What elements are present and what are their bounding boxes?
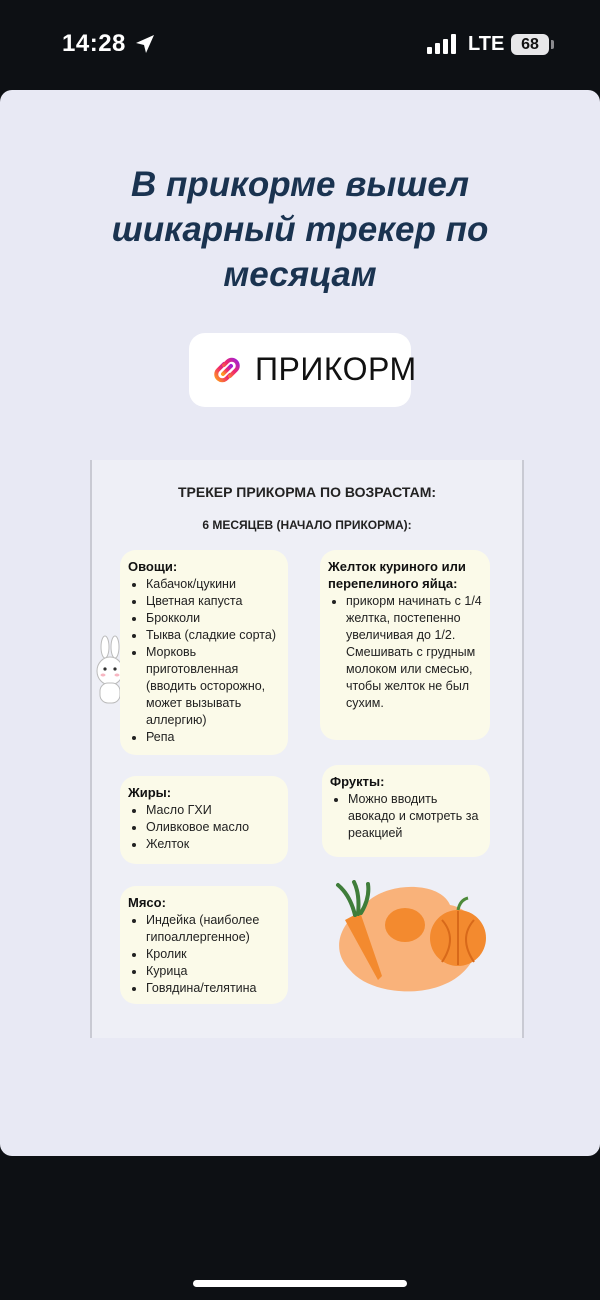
- fruits-box: [322, 765, 490, 857]
- list-item: • Желток: [146, 836, 280, 853]
- list-item: • прикорм начинать с 1/4 желтка, постепенно увеличивая до 1/2. Смешивать с грудным молоком или смесью, чтобы желток не был сухим.: [346, 593, 482, 712]
- list-item: • Курица: [146, 963, 280, 980]
- list-item: • Кролик: [146, 946, 280, 963]
- list-item: • Брокколи: [146, 610, 280, 627]
- list-item: • Масло ГХИ: [146, 802, 280, 819]
- yolk-list: [328, 593, 482, 712]
- list-item: • Морковь приготовленная (вводить осторожно, может вызывать аллергию): [146, 644, 280, 729]
- network-type: LTE: [468, 33, 505, 55]
- logo-text: ПРИКОРМ: [255, 351, 417, 387]
- list-item: • Кабачок/цукини: [146, 576, 280, 593]
- status-time: 14:28: [62, 30, 126, 57]
- tracker-image: [90, 460, 524, 1038]
- logo-badge[interactable]: [189, 333, 417, 407]
- meat-list: [128, 912, 280, 997]
- list-item: • Цветная капуста: [146, 593, 280, 610]
- fruits-title: Фрукты:: [330, 774, 385, 789]
- post-card: [0, 90, 600, 1156]
- fruits-list: [330, 791, 482, 842]
- battery-indicator: 68: [511, 34, 549, 55]
- list-item: • Тыква (сладкие сорта): [146, 627, 280, 644]
- location-arrow-icon: [134, 33, 156, 55]
- yolk-title: Желток куриного или перепелиного яйца:: [328, 559, 466, 591]
- list-item: • Репа: [146, 729, 280, 746]
- vegetables-illustration: [330, 880, 495, 995]
- tracker-subtitle: 6 МЕСЯЦЕВ (НАЧАЛО ПРИКОРМА):: [202, 518, 412, 532]
- veggies-box: [120, 550, 288, 755]
- home-indicator[interactable]: [193, 1280, 407, 1287]
- headline: В прикорме вышел шикарный трекер по месяцам: [111, 165, 489, 294]
- list-item: • Индейка (наиболее гипоаллергенное): [146, 912, 280, 946]
- fats-title: Жиры:: [128, 785, 172, 800]
- tracker-title: ТРЕКЕР ПРИКОРМА ПО ВОЗРАСТАМ:: [177, 484, 437, 500]
- list-item: • Говядина/телятина: [146, 980, 280, 997]
- fats-list: [128, 802, 280, 853]
- battery-tip: [551, 40, 554, 49]
- list-item: • Оливковое масло: [146, 819, 280, 836]
- link-logo-icon: [207, 350, 247, 390]
- veggies-list: [128, 576, 280, 746]
- list-item: • Можно вводить авокадо и смотреть за реакцией: [348, 791, 482, 842]
- fats-box: [120, 776, 288, 864]
- cellular-signal-icon: [427, 34, 459, 54]
- status-bar: [0, 0, 600, 90]
- meat-box: [120, 886, 288, 1004]
- meat-title: Мясо:: [128, 895, 166, 910]
- veggies-title: Овощи:: [128, 559, 178, 574]
- yolk-box: [320, 550, 490, 740]
